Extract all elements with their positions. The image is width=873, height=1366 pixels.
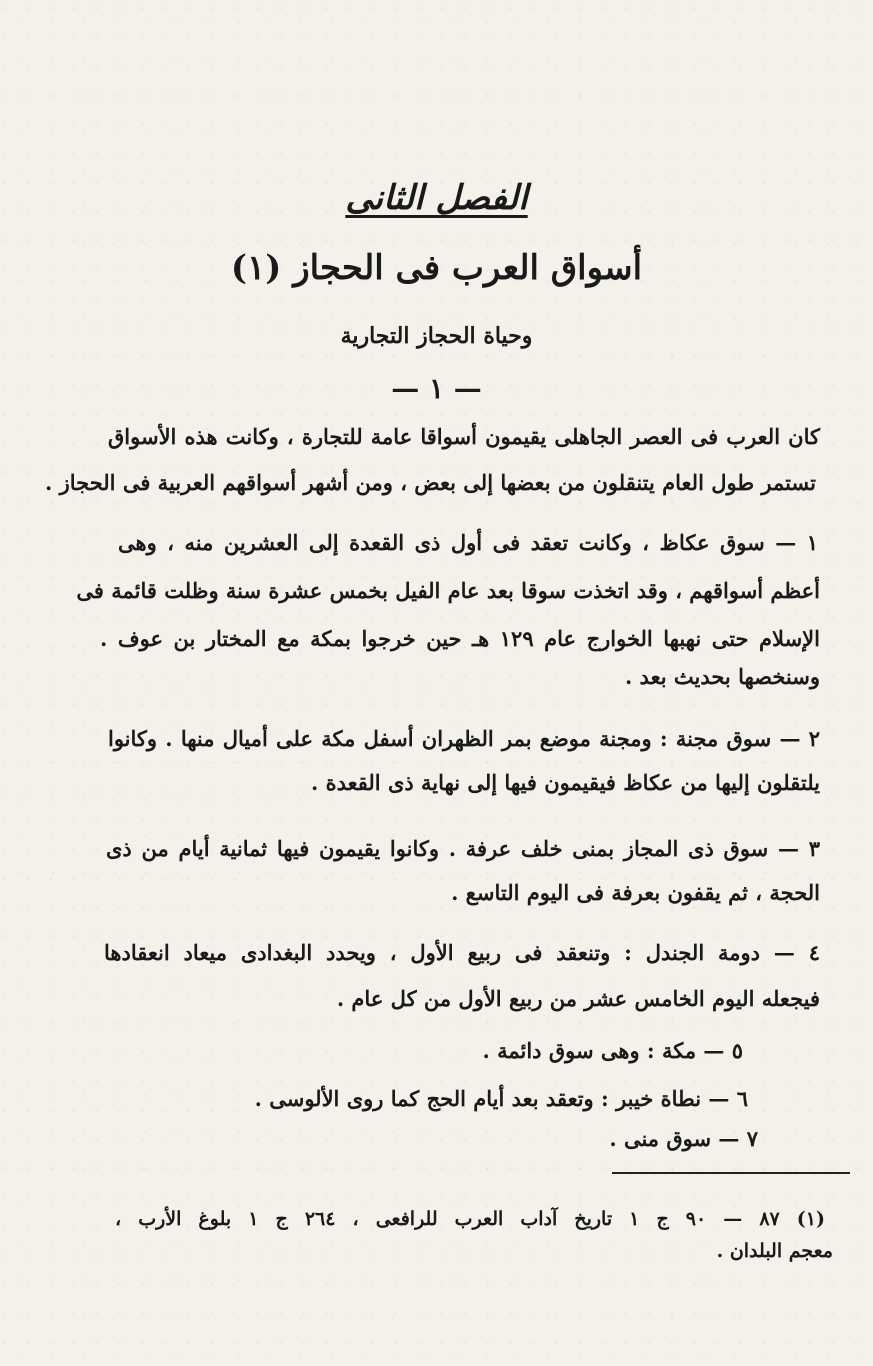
item7: ٧ — سوق منى . — [609, 1126, 758, 1151]
intro-line-1: كان العرب فى العصر الجاهلى يقيمون أسواقا عامة للتجارة ، وكانت هذه الأسواق — [108, 424, 820, 449]
chapter-heading: الفصل الثانى — [345, 178, 528, 218]
item6: ٦ — نطاة خيبر : وتعقد بعد أيام الحج كما روى الألوسى . — [254, 1086, 748, 1111]
footnote-line-1: (١) ٨٧ — ٩٠ ج ١ تاريخ آداب العرب للرافعى ، ٢٦٤ ج ١ بلوغ الأرب ، — [115, 1208, 826, 1230]
page-title: أسواق العرب فى الحجاز (١) — [230, 248, 643, 288]
item1-line-1: ١ — سوق عكاظ ، وكانت تعقد فى أول ذى القعدة إلى العشرين منه ، وهى — [118, 530, 818, 555]
page-subtitle: وحياة الحجاز التجارية — [340, 323, 533, 349]
item4-line-1: ٤ — دومة الجندل : وتنعقد فى ربيع الأول ، ويحدد البغدادى ميعاد انعقادها — [104, 940, 820, 965]
item2-line-1: ٢ — سوق مجنة : ومجنة موضع بمر الظهران أسفل مكة على أميال منها . وكانوا — [108, 726, 820, 751]
item2-line-2: يلتقلون إليها من عكاظ فيقيمون فيها إلى نهاية ذى القعدة . — [311, 770, 820, 795]
item4-line-2: فيجعله اليوم الخامس عشر من ربيع الأول من كل عام . — [336, 986, 820, 1011]
item1-line-3: الإسلام حتى نهبها الخوارج عام ١٢٩ هـ حين خرجوا بمكة مع المختار بن عوف . — [100, 626, 820, 651]
item5: ٥ — مكة : وهى سوق دائمة . — [482, 1038, 743, 1063]
footnote-line-2: معجم البلدان . — [716, 1240, 833, 1262]
item1-line-4: وسنخصها بحديث بعد . — [624, 664, 820, 689]
intro-line-2: تستمر طول العام يتنقلون من بعضها إلى بعض ، ومن أشهر أسواقهم العربية فى الحجاز . — [45, 470, 816, 495]
footnote-separator — [612, 1172, 850, 1174]
item1-line-2: أعظم أسواقهم ، وقد اتخذت سوقا بعد عام الفيل بخمس عشرة سنة وظلت قائمة فى — [76, 578, 820, 603]
item3-line-1: ٣ — سوق ذى المجاز بمنى خلف عرفة . وكانوا يقيمون فيها ثمانية أيام من ذى — [106, 836, 820, 861]
section-number: — ١ — — [391, 372, 482, 405]
item3-line-2: الحجة ، ثم يقفون بعرفة فى اليوم التاسع . — [451, 880, 820, 905]
